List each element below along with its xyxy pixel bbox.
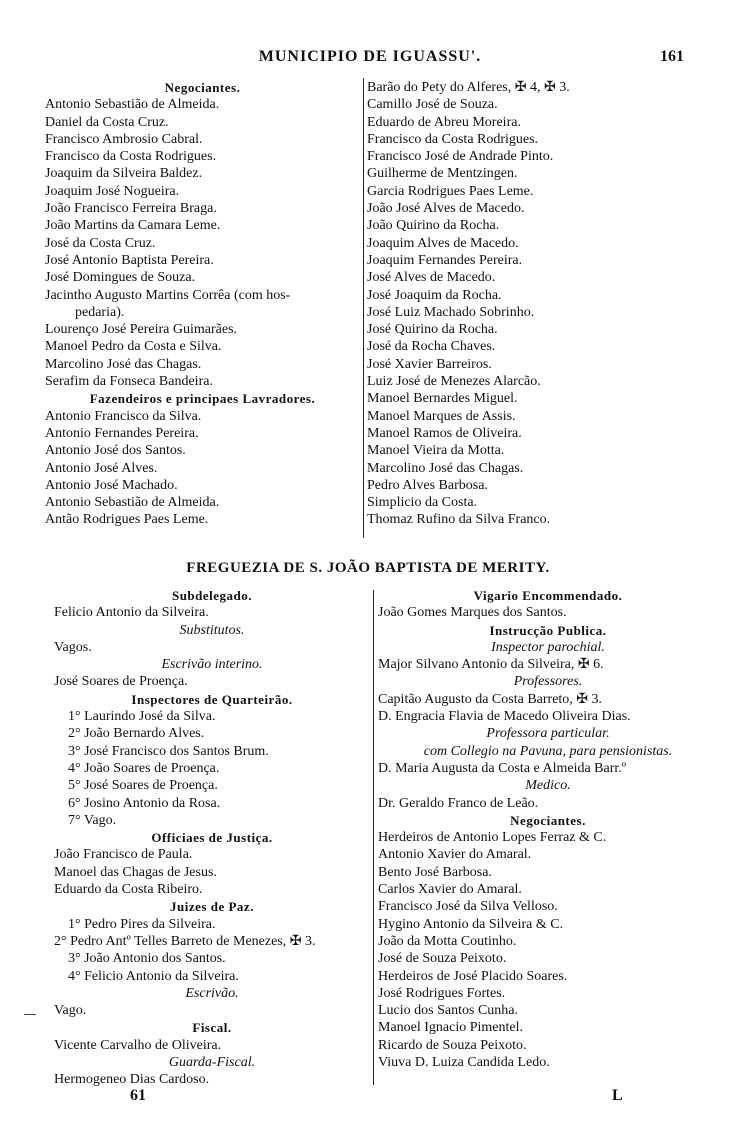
subheading: com Collegio na Pavuna, para pensionistas. <box>423 743 673 759</box>
section-heading: Negociantes. <box>164 80 241 95</box>
list-item: José Joaquim da Rocha. <box>367 287 502 303</box>
list-item: Capitão Augusto da Costa Barreto, ✠ 3. <box>378 691 603 707</box>
list-item: 1° Pedro Pires da Silveira. <box>68 916 216 932</box>
list-item: Antão Rodrigues Paes Leme. <box>45 512 209 528</box>
top-left-column <box>45 79 360 529</box>
list-item: D. Engracia Flavia de Macedo Oliveira Dias. <box>378 709 631 725</box>
subheading: Professora particular. <box>486 726 610 742</box>
list-item: Manoel Bernardes Miguel. <box>367 391 518 407</box>
list-item: Bento José Barbosa. <box>378 864 492 880</box>
list-item: Francisco José da Silva Velloso. <box>378 899 558 915</box>
list-item: pedaria). <box>75 304 125 320</box>
subheading: Professores. <box>513 674 583 690</box>
list-item: Thomaz Rufino da Silva Franco. <box>367 512 551 528</box>
list-item: João José Alves de Macedo. <box>367 201 525 217</box>
list-item: Marcolino José das Chagas. <box>367 460 524 476</box>
list-item: José Rodrigues Fortes. <box>378 985 506 1001</box>
section-heading: Inspectores de Quarteirão. <box>131 691 293 707</box>
list-item: João Francisco de Paula. <box>54 847 193 863</box>
list-item: Vicente Carvalho de Oliveira. <box>54 1037 222 1053</box>
list-item: José da Rocha Chaves. <box>367 339 496 355</box>
list-item: Lucio dos Santos Cunha. <box>378 1003 518 1019</box>
footer-signature-left: 61 <box>130 1087 146 1104</box>
list-item: Luiz José de Menezes Alarcão. <box>367 374 541 390</box>
list-item: Major Silvano Antonio da Silveira, ✠ 6. <box>378 657 604 673</box>
list-item: José Antonio Baptista Pereira. <box>45 252 214 268</box>
list-item: Guilherme de Mentzingen. <box>367 166 518 182</box>
page-number: 161 <box>660 48 684 65</box>
list-item: Jacintho Augusto Martins Corrêa (com hos- <box>45 287 291 303</box>
margin-dash <box>24 1014 36 1015</box>
list-item: Serafim da Fonseca Bandeira. <box>45 374 213 390</box>
list-item: 3° João Antonio dos Santos. <box>68 951 226 967</box>
list-item: Antonio José dos Santos. <box>45 443 186 459</box>
list-item: Manoel Ignacio Pimentel. <box>378 1020 524 1036</box>
page-title: MUNICIPIO DE IGUASSU'. <box>258 48 482 65</box>
list-item: José Luiz Machado Sobrinho. <box>367 304 535 320</box>
list-item: Barão do Pety do Alferes, ✠ 4, ✠ 3. <box>367 80 570 95</box>
section-heading: Negociantes. <box>510 812 586 828</box>
list-item: João Francisco Ferreira Braga. <box>45 201 217 217</box>
subheading: Substitutos. <box>179 622 245 638</box>
subheading: Escrivão interino. <box>161 657 263 673</box>
list-item: 5° José Soares de Proença. <box>68 778 218 794</box>
section-heading: Subdelegado. <box>171 588 253 603</box>
list-item: João Martins da Camara Leme. <box>45 218 221 234</box>
list-item: João da Motta Coutinho. <box>378 933 517 949</box>
list-item: Ricardo de Souza Peixoto. <box>378 1037 527 1053</box>
list-item: Manoel Ramos de Oliveira. <box>367 425 522 441</box>
list-item: 2° João Bernardo Alves. <box>68 726 205 742</box>
list-item: João Gomes Marques dos Santos. <box>378 605 567 621</box>
list-item: 2° Pedro Antº Telles Barreto de Menezes, ✠ 3. <box>54 933 316 949</box>
list-item: Antonio Francisco da Silva. <box>45 408 202 424</box>
list-item: José Xavier Barreiros. <box>367 356 492 372</box>
section-heading: Fiscal. <box>192 1020 232 1036</box>
footer-signature-right: L <box>612 1087 623 1104</box>
list-item: 4° João Soares de Proença. <box>68 760 220 776</box>
section-heading: Instrucção Publica. <box>489 622 607 638</box>
list-item: Joaquim Fernandes Pereira. <box>367 252 523 268</box>
list-item: D. Maria Augusta da Costa e Almeida Barr.º <box>378 760 627 776</box>
list-item: Viuva D. Luiza Candida Ledo. <box>378 1055 550 1071</box>
list-item: Manoel Pedro da Costa e Silva. <box>45 339 222 355</box>
list-item: Garcia Rodrigues Paes Leme. <box>367 183 534 199</box>
list-item: Joaquim Alves de Macedo. <box>367 235 519 251</box>
list-item: João Quirino da Rocha. <box>367 218 500 234</box>
section-title: FREGUEZIA DE S. JOÃO BAPTISTA DE MERITY. <box>186 560 550 576</box>
bottom-left-column <box>54 587 370 1089</box>
list-item: José de Souza Peixoto. <box>378 951 507 967</box>
list-item: Eduardo de Abreu Moreira. <box>367 114 521 130</box>
running-header <box>0 48 736 72</box>
list-item: José Soares de Proença. <box>54 674 188 690</box>
list-item: Francisco da Costa Rodrigues. <box>45 149 217 165</box>
subheading: Inspector parochial. <box>491 639 605 655</box>
list-item: Manoel Marques de Assis. <box>367 408 516 424</box>
list-item: José Quirino da Rocha. <box>367 322 498 338</box>
list-item: Manoel Vieira da Motta. <box>367 443 505 459</box>
column-divider-bottom <box>373 590 374 1085</box>
subheading: Medico. <box>525 778 571 794</box>
list-item: 3° José Francisco dos Santos Brum. <box>68 743 269 759</box>
list-item: Antonio José Alves. <box>45 460 158 476</box>
list-item: Antonio Xavier do Amaral. <box>378 847 532 863</box>
top-right-column <box>367 79 707 529</box>
column-divider-top <box>363 78 364 538</box>
subheading: Escrivão. <box>185 985 239 1001</box>
list-item: Hygino Antonio da Silveira & C. <box>378 916 564 932</box>
list-item: Antonio Sebastião de Almeida. <box>45 495 220 511</box>
list-item: Francisco da Costa Rodrigues. <box>367 131 539 147</box>
list-item: 1° Laurindo José da Silva. <box>68 709 216 725</box>
list-item: 4° Felicio Antonio da Silveira. <box>68 968 239 984</box>
list-item: Herdeiros de Antonio Lopes Ferraz & C. <box>378 830 607 846</box>
section-heading: Officiaes de Justiça. <box>151 830 273 846</box>
subheading: Guarda-Fiscal. <box>168 1055 256 1071</box>
list-item: José Domingues de Souza. <box>45 270 196 286</box>
list-item: Hermogeneo Dias Cardoso. <box>54 1072 210 1088</box>
list-item: Camillo José de Souza. <box>367 97 498 113</box>
list-item: Francisco Ambrosio Cabral. <box>45 131 203 147</box>
list-item: Eduardo da Costa Ribeiro. <box>54 882 203 898</box>
list-item: José da Costa Cruz. <box>45 235 156 251</box>
list-item: Francisco José de Andrade Pinto. <box>367 149 554 165</box>
list-item: Vagos. <box>54 639 92 655</box>
list-item: Dr. Geraldo Franco de Leão. <box>378 795 539 811</box>
list-item: Herdeiros de José Placido Soares. <box>378 968 568 984</box>
section-heading: Fazendeiros e principaes Lavradores. <box>89 391 316 407</box>
list-item: Joaquim da Silveira Baldez. <box>45 166 203 182</box>
list-item: José Alves de Macedo. <box>367 270 496 286</box>
list-item: Felicio Antonio da Silveira. <box>54 605 209 621</box>
section-heading: Vigario Encommendado. <box>473 588 623 603</box>
list-item: Manoel das Chagas de Jesus. <box>54 864 217 880</box>
list-item: Pedro Alves Barbosa. <box>367 477 488 493</box>
list-item: Antonio Fernandes Pereira. <box>45 425 199 441</box>
list-item: 7° Vago. <box>68 812 117 828</box>
list-item: Vago. <box>54 1003 87 1019</box>
list-item: Antonio José Machado. <box>45 477 178 493</box>
list-item: 6° Josino Antonio da Rosa. <box>68 795 221 811</box>
bottom-right-column <box>378 587 718 1071</box>
list-item: Simplicio da Costa. <box>367 495 478 511</box>
list-item: Joaquim José Nogueira. <box>45 183 180 199</box>
list-item: Lourenço José Pereira Guimarães. <box>45 322 238 338</box>
list-item: Marcolino José das Chagas. <box>45 356 202 372</box>
list-item: Carlos Xavier do Amaral. <box>378 882 522 898</box>
list-item: Antonio Sebastião de Almeida. <box>45 97 220 113</box>
list-item: Daniel da Costa Cruz. <box>45 114 169 130</box>
section-heading: Juizes de Paz. <box>170 899 254 915</box>
